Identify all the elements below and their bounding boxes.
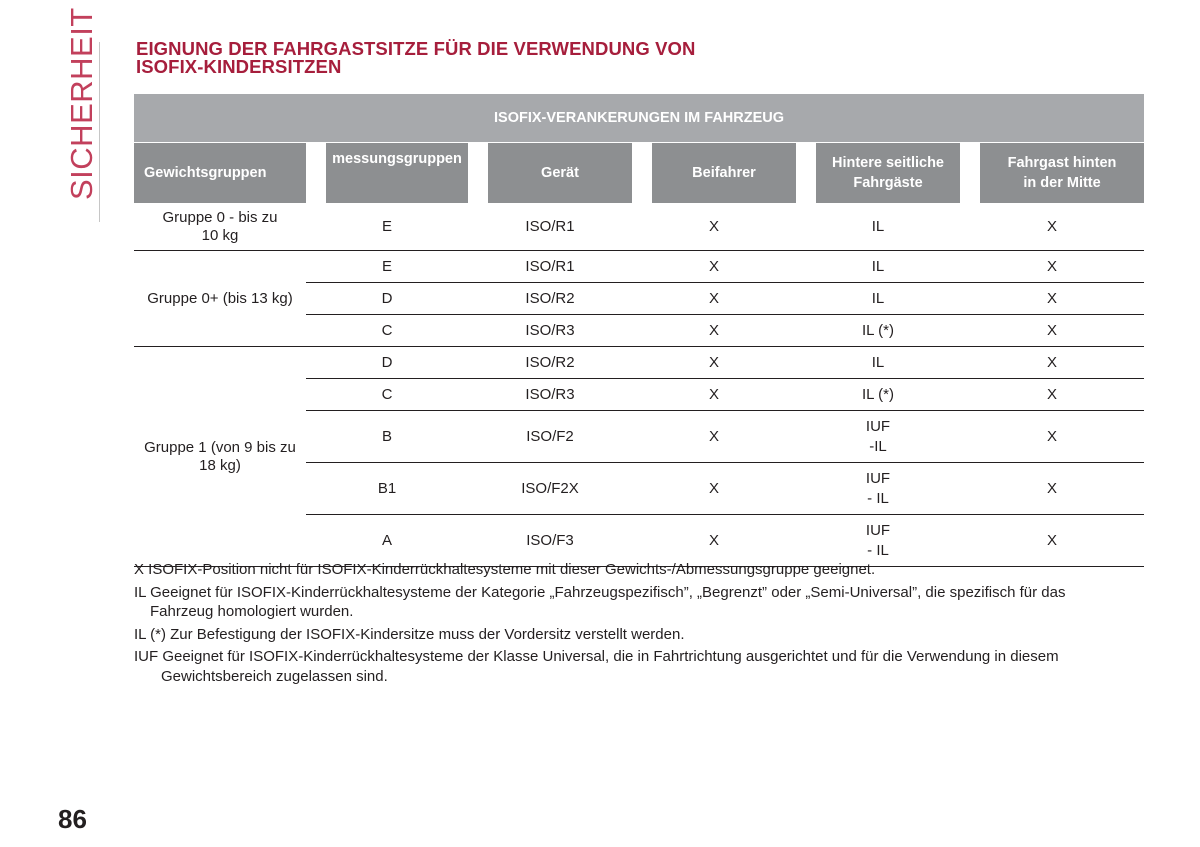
header-rear-middle	[980, 143, 1144, 204]
device-cell: ISO/R3	[468, 379, 632, 411]
rear-side-cell: IL	[796, 251, 960, 283]
header-rear-side-line-2: Fahrgäste	[853, 175, 923, 191]
passenger-cell: X	[632, 515, 796, 567]
rear-middle-cell: X	[960, 515, 1144, 567]
isofix-table	[134, 94, 1144, 567]
device-cell: ISO/F2X	[468, 463, 632, 515]
note-il: IL Geeignet für ISOFIX-Kinderrückhaltesysteme der Kategorie „Fahrzeugspezifisch”, „Begrenzt” oder „Semi-Universal”, die spezifisch für das Fahrzeug homologiert wurden.	[134, 583, 1066, 620]
passenger-cell: X	[632, 347, 796, 379]
page-title-line-2: ISOFIX-KINDERSITZEN	[136, 56, 342, 77]
size-cell: A	[306, 515, 468, 567]
header-weight-groups: Gewichtsgruppen	[134, 143, 306, 204]
rear-side-cell: IL	[796, 203, 960, 251]
table-row	[134, 203, 1144, 251]
table-row	[134, 251, 1144, 283]
device-cell: ISO/F3	[468, 515, 632, 567]
note-iuf: IUF Geeignet für ISOFIX-Kinderrückhaltesysteme der Klasse Universal, die in Fahrtrichtung ausgerichtet und für die Verwendung in diesem Gewichtsbereich zugelassen sind.	[134, 648, 1059, 685]
rear-side-cell: IL	[796, 347, 960, 379]
section-divider	[99, 42, 100, 222]
device-cell: ISO/R2	[468, 347, 632, 379]
rear-side-cell: IUF - IL	[796, 515, 960, 567]
footnotes	[134, 560, 1124, 689]
device-cell: ISO/R2	[468, 283, 632, 315]
table-row	[134, 347, 1144, 379]
size-cell: B1	[306, 463, 468, 515]
size-cell: D	[306, 283, 468, 315]
rear-middle-cell: X	[960, 315, 1144, 347]
rear-middle-cell: X	[960, 411, 1144, 463]
table-super-header-row	[134, 94, 1144, 143]
passenger-cell: X	[632, 251, 796, 283]
note-il-star: IL (*) Zur Befestigung der ISOFIX-Kindersitze muss der Vordersitz verstellt werden.	[134, 625, 685, 643]
header-rear-side-line-1: Hintere seitliche	[831, 155, 944, 171]
header-passenger: Beifahrer	[652, 143, 796, 204]
passenger-cell: X	[632, 411, 796, 463]
weight-group-0-plus: Gruppe 0+ (bis 13 kg)	[134, 251, 306, 347]
table-header-row	[134, 143, 1144, 204]
header-rear-middle-line-1: Fahrgast hinten	[1007, 155, 1117, 171]
size-cell: D	[306, 347, 468, 379]
weight-group-1: Gruppe 1 (von 9 bis zu 18 kg)	[134, 347, 306, 567]
rear-side-cell: IUF - IL	[796, 463, 960, 515]
header-rear-side	[816, 143, 960, 204]
passenger-cell: X	[632, 463, 796, 515]
rear-middle-cell: X	[960, 347, 1144, 379]
rear-side-cell: IL	[796, 283, 960, 315]
rear-middle-cell: X	[960, 251, 1144, 283]
rear-middle-cell: X	[960, 379, 1144, 411]
device-cell: ISO/R3	[468, 315, 632, 347]
page-title	[136, 40, 1036, 76]
header-device: Gerät	[488, 143, 632, 204]
size-cell: E	[306, 203, 468, 251]
table-super-header: ISOFIX-VERANKERUNGEN IM FAHRZEUG	[134, 94, 1144, 143]
size-cell: B	[306, 411, 468, 463]
weight-group-0: Gruppe 0 - bis zu 10 kg	[134, 203, 306, 251]
rear-side-cell: IL (*)	[796, 315, 960, 347]
passenger-cell: X	[632, 203, 796, 251]
rear-side-cell: IL (*)	[796, 379, 960, 411]
passenger-cell: X	[632, 283, 796, 315]
rear-middle-cell: X	[960, 283, 1144, 315]
size-cell: E	[306, 251, 468, 283]
rear-middle-cell: X	[960, 203, 1144, 251]
section-label: SICHERHEIT	[64, 7, 99, 200]
rear-middle-cell: X	[960, 463, 1144, 515]
passenger-cell: X	[632, 379, 796, 411]
page-title-line-1: EIGNUNG DER FAHRGASTSITZE FÜR DIE VERWENDUNG VON	[136, 38, 696, 59]
header-size-groups: messungsgruppen	[326, 143, 468, 204]
header-rear-middle-line-2: in der Mitte	[1023, 175, 1101, 191]
device-cell: ISO/R1	[468, 203, 632, 251]
page-number: 86	[58, 804, 87, 834]
size-cell: C	[306, 315, 468, 347]
passenger-cell: X	[632, 315, 796, 347]
size-cell: C	[306, 379, 468, 411]
device-cell: ISO/R1	[468, 251, 632, 283]
device-cell: ISO/F2	[468, 411, 632, 463]
note-x: X ISOFIX-Position nicht für ISOFIX-Kinderrückhaltesysteme mit dieser Gewichts-/Abmessungsgruppe geeignet.	[134, 561, 876, 578]
rear-side-cell: IUF -IL	[796, 411, 960, 463]
